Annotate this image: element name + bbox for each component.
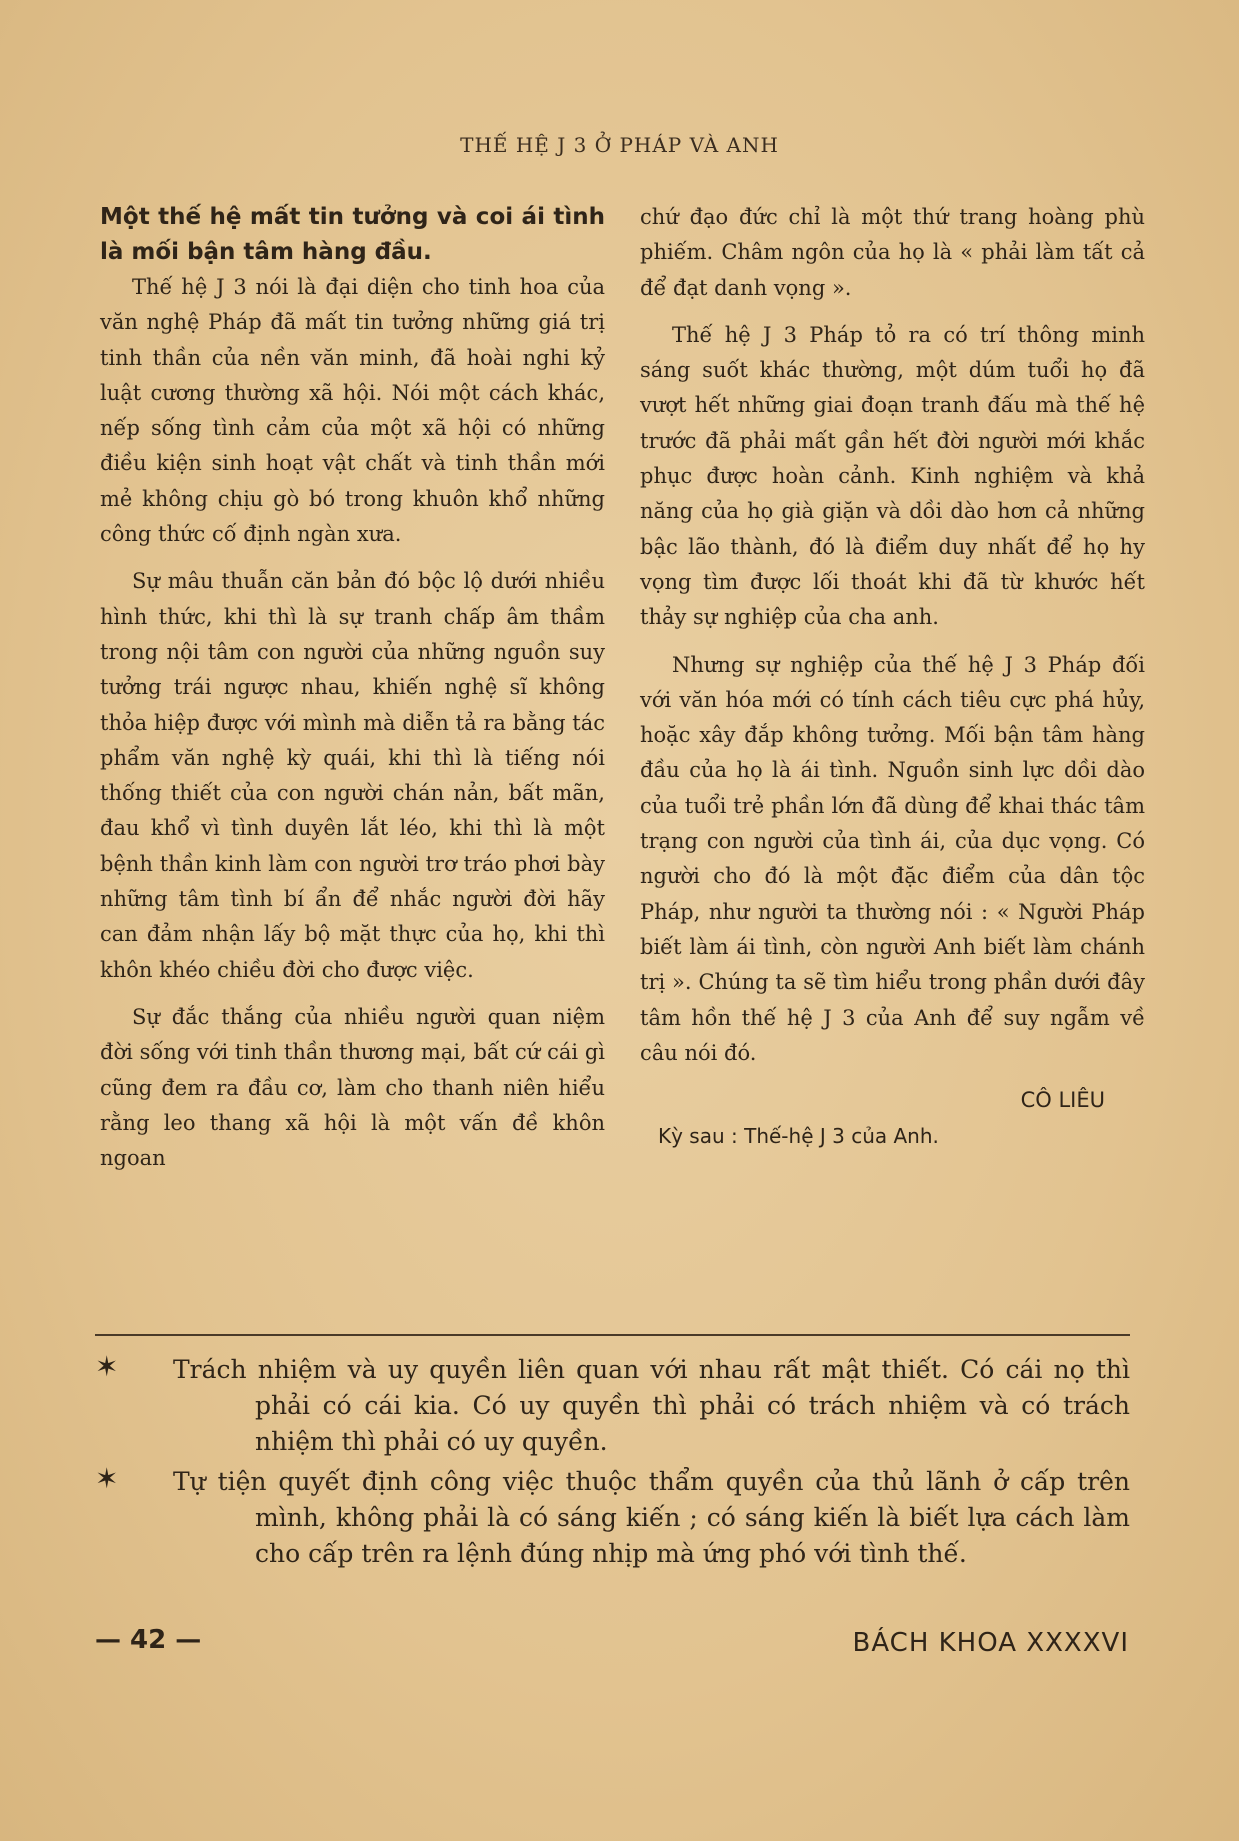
page-number: — 42 — [95,1625,202,1655]
magazine-title: BÁCH KHOA XXXXVI [852,1628,1129,1658]
maxim-text: Tự tiện quyết định công việc thuộc thẩm quyền của thủ lãnh ở cấp trên mình, không phải là có sáng kiến ; có sáng kiến là biết lựa cách làm cho cấp trên ra lệnh đúng nhịp mà ứng phó với tình thế. [173,1467,1130,1568]
maxim-item [95,1464,1130,1572]
paragraph: chứ đạo đức chỉ là một thứ trang hoàng phù phiếm. Châm ngôn của họ là « phải làm tất cả để đạt danh vọng ». [640,205,1145,300]
maxim-text: Trách nhiệm và uy quyền liên quan với nhau rất mật thiết. Có cái nọ thì phải có cái kia. Có uy quyền thì phải có trách nhiệm và có trách nhiệm thì phải có uy quyền. [173,1355,1130,1456]
article-headline: Một thế hệ mất tin tưởng và coi ái tình là mối bận tâm hàng đầu. [100,204,605,265]
star-icon: ✶ [95,1462,119,1495]
paragraph: Sự mâu thuẫn căn bản đó bộc lộ dưới nhiều hình thức, khi thì là sự tranh chấp âm thầm trong nội tâm con người của những nguồn suy tưởng trái ngược nhau, khiến nghệ sĩ không thỏa hiệp được với mình mà diễn tả ra bằng tác phẩm văn nghệ kỳ quái, khi thì là tiếng nói thống thiết của con người chán nản, bất mãn, đau khổ vì tình duyên lắt léo, khi thì là một bệnh thần kinh làm con người trơ tráo phơi bày những tâm tình bí ẩn để nhắc người đời hãy can đảm nhận lấy bộ mặt thực của họ, khi thì khôn khéo chiều đời cho được việc. [100,569,605,982]
author-signature: CÔ LIÊU [1020,1088,1105,1113]
paragraph: Thế hệ J 3 Pháp tỏ ra có trí thông minh sáng suốt khác thường, một dúm tuổi họ đã vượt hết những giai đoạn tranh đấu mà thế hệ trước đã phải mất gần hết đời người mới khắc phục được hoàn cảnh. Kinh nghiệm và khả năng của họ già giặn và dồi dào hơn cả những bậc lão thành, đó là điểm duy nhất để họ hy vọng tìm được lối thoát khi đã từ khước hết thảy sự nghiệp của cha anh. [640,322,1145,630]
right-column [640,200,1145,1153]
paragraph: Sự đắc thắng của nhiều người quan niệm đời sống với tinh thần thương mại, bất cứ cái gì cũng đem ra đầu cơ, làm cho thanh niên hiểu rằng leo thang xã hội là một vấn đề khôn ngoan [100,1004,605,1171]
paragraph: Nhưng sự nghiệp của thế hệ J 3 Pháp đối với văn hóa mới có tính cách tiêu cực phá hủy, hoặc xây đắp không tưởng. Mối bận tâm hàng đầu của họ là ái tình. Nguồn sinh lực dồi dào của tuổi trẻ phần lớn đã dùng để khai thác tâm trạng con người của tình ái, của dục vọng. Có người cho đó là một đặc điểm của dân tộc Pháp, như người ta thường nói : « Người Pháp biết làm ái tình, còn người Anh biết làm chánh trị ». Chúng ta sẽ tìm hiểu trong phần dưới đây tâm hồn thế hệ J 3 của Anh để suy ngẫm về câu nói đó. [640,652,1145,1065]
running-head: THẾ HỆ J 3 Ở PHÁP VÀ ANH [460,133,779,157]
section-divider [95,1334,1130,1336]
maxims [95,1352,1130,1576]
star-icon: ✶ [95,1350,119,1383]
paragraph: Thế hệ J 3 nói là đại diện cho tinh hoa của văn nghệ Pháp đã mất tin tưởng những giá trị tinh thần của nền văn minh, đã hoài nghi kỷ luật cương thường xã hội. Nói một cách khác, nếp sống tình cảm của một xã hội có những điều kiện sinh hoạt vật chất và tinh thần mới mẻ không chịu gò bó trong khuôn khổ những công thức cố định ngàn xưa. [100,275,605,547]
next-issue-note: Kỳ sau : Thế-hệ J 3 của Anh. [658,1124,939,1149]
left-column [100,200,605,1188]
maxim-item [95,1352,1130,1460]
